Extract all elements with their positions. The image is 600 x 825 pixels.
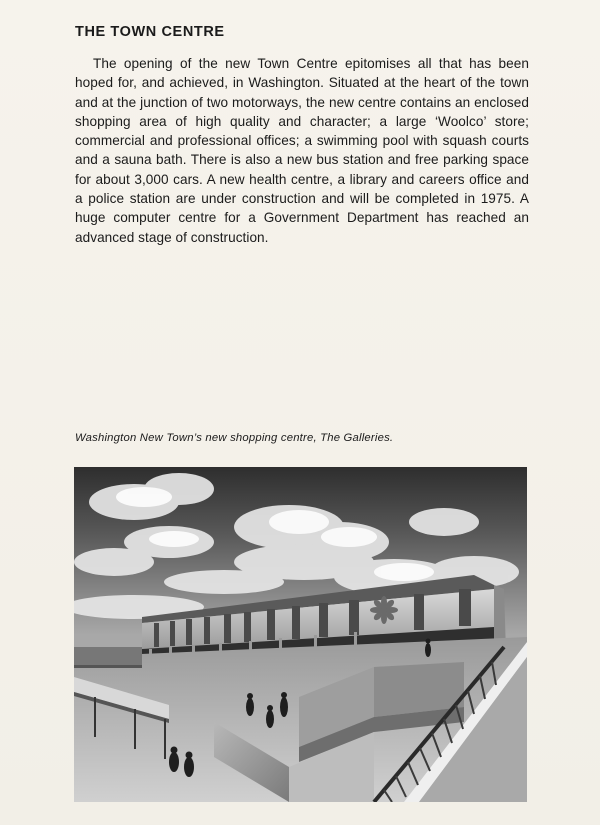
- body-paragraph: The opening of the new Town Centre epitomises all that has been hoped for, and achieved, in Washington. Situated at the heart of the town and at the junction of two motorways, the new centre contains an enclosed shopping area of high quality and character; a large ‘Woolco’ store; commercial and professional offices; a swimming pool with squash courts and a sauna bath. There is also a new bus station and free parking space for about 3,000 cars. A new health centre, a library and careers office and a police station are under construction and will be completed in 1975. A huge computer centre for a Government Department has reached an advanced stage of construction.: [75, 56, 529, 245]
- shopping-centre-photo: [74, 467, 527, 802]
- photo-caption: Washington New Town’s new shopping centre, The Galleries.: [75, 432, 394, 444]
- section-heading: THE TOWN CENTRE: [75, 24, 225, 40]
